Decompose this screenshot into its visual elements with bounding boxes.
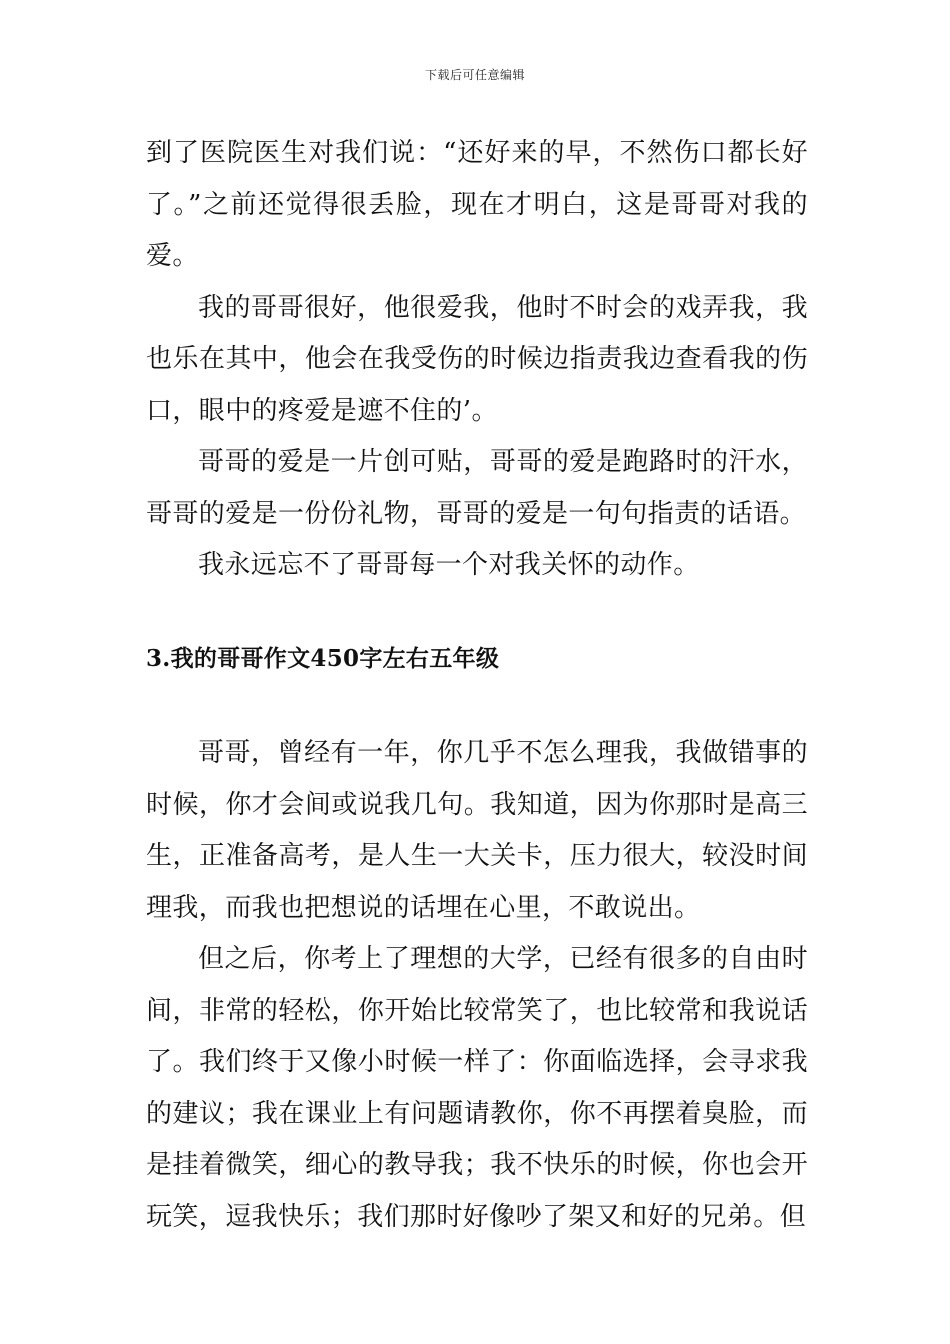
page-header: 下载后可任意编辑 [424, 68, 525, 82]
paragraph: 我的哥哥很好，他很爱我，他时不时会的戏弄我，我也乐在其中，他会在我受伤的时候边指责我边查看我的伤口，眼中的疼爱是遮不住的’。 [146, 292, 808, 426]
paragraph: 我永远忘不了哥哥每一个对我关怀的动作。 [198, 550, 700, 580]
paragraph: 但之后，你考上了理想的大学，已经有很多的自由时间，非常的轻松，你开始比较常笑了，也比较常和我说话了。我们终于又像小时候一样了：你面临选择，会寻求我的建议；我在课业上有问题请教你，你不再摆着臭脸，而是挂着微笑，细心的教导我；我不快乐的时候，你也会开玩笑，逗我快乐；我们那时好像吵了架又和好的兄弟。但 [146, 944, 808, 1232]
document-body [146, 128, 808, 1243]
paragraph: 哥哥的爱是一片创可贴，哥哥的爱是跑路时的汗水，哥哥的爱是一份份礼物，哥哥的爱是一句句指责的话语。 [146, 447, 808, 529]
paragraph: 哥哥，曾经有一年，你几乎不怎么理我，我做错事的时候，你才会间或说我几句。我知道，因为你那时是高三生，正准备高考，是人生一大关卡，压力很大，较没时间理我，而我也把想说的话埋在心里，不敢说出。 [146, 738, 808, 923]
paragraph-continuation: 到了医院医生对我们说：“还好来的早，不然伤口都长好了。”之前还觉得很丢脸，现在才明白，这是哥哥对我的爱。 [146, 138, 808, 271]
section-heading: 3.我的哥哥作文450字左右五年级 [146, 644, 500, 672]
